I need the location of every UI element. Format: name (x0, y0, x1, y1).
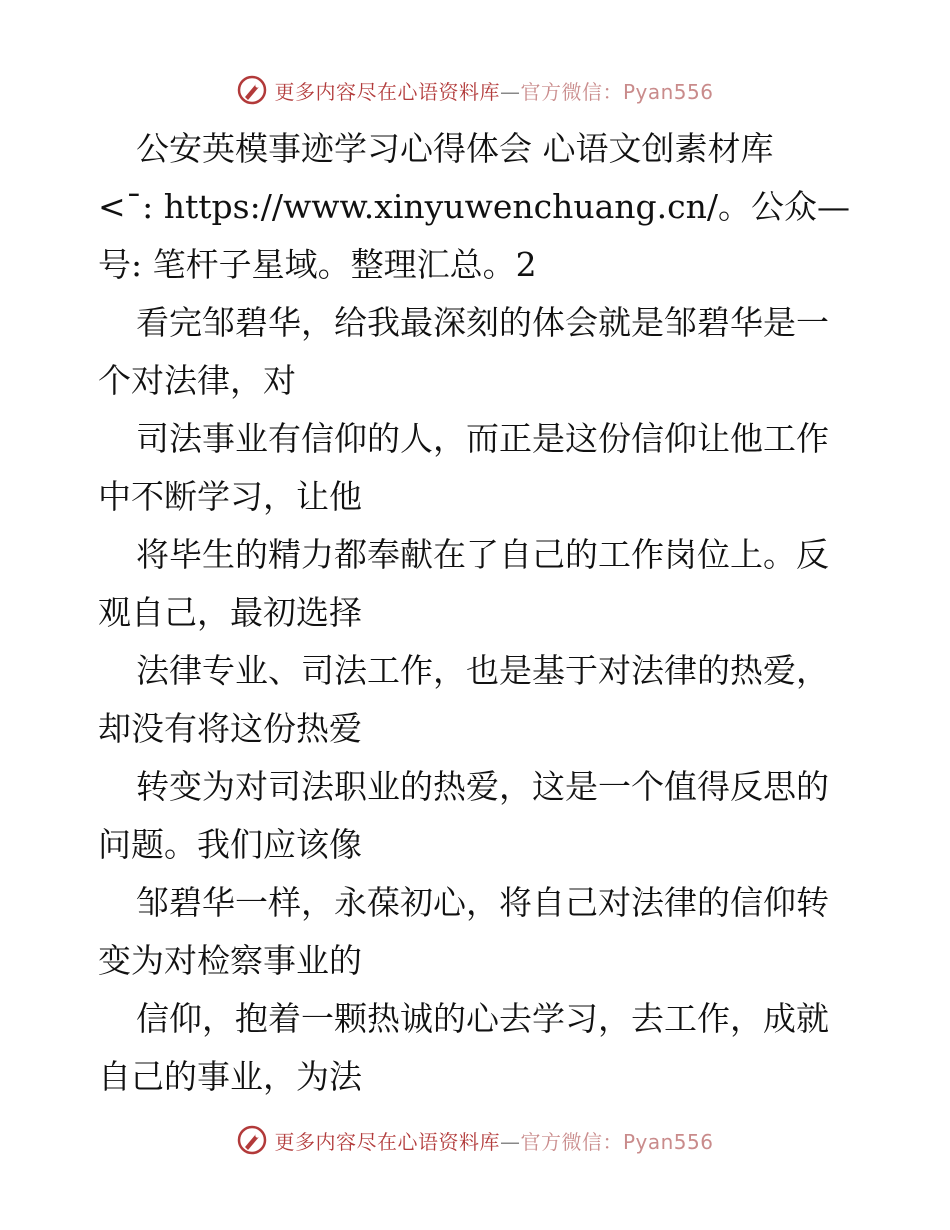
text-line: 转变为对司法职业的热爱，这是一个值得反思的 (136, 767, 829, 806)
banner-dash: — (499, 79, 521, 104)
header-banner (0, 70, 950, 110)
text-line: 邹碧华一样，永葆初心，将自己对法律的信仰转 (136, 883, 829, 922)
text-line: 信仰，抱着一颗热诚的心去学习，去工作，成就 (136, 999, 829, 1038)
text-line: 法律专业、司法工作，也是基于对法律的热爱， (136, 651, 829, 690)
pen-seal-logo-icon (236, 74, 268, 106)
text-line: 将毕生的精力都奉献在了自己的工作岗位上。反 (136, 535, 829, 574)
footer-banner (0, 1120, 950, 1160)
text-line: 自己的事业，为法 (98, 1057, 362, 1096)
pen-seal-logo-icon (236, 1124, 268, 1156)
document-body (98, 120, 858, 1106)
text-line: 看完邹碧华，给我最深刻的体会就是邹碧华是一 (136, 303, 829, 342)
banner-wechat-text: 官方微信：Pyan556 (520, 79, 714, 104)
text-line: 个对法律，对 (98, 361, 296, 400)
text-line: 中不断学习，让他 (98, 477, 362, 516)
banner-dash: — (499, 1129, 521, 1154)
banner-text (274, 76, 713, 105)
text-line: 却没有将这份热爱 (98, 709, 362, 748)
text-line: 变为对检察事业的 (98, 941, 362, 980)
text-line: 问题。我们应该像 (98, 825, 362, 864)
text-line: 司法事业有信仰的人，而正是这份信仰让他工作 (136, 419, 829, 458)
text-line: <¯: https://www.xinyuwenchuang.cn/。公众— (98, 187, 850, 226)
banner-wechat-text: 官方微信：Pyan556 (520, 1129, 714, 1154)
text-line: 号: 笔杆子星域。整理汇总。2 (98, 245, 537, 284)
banner-main-text: 更多内容尽在心语资料库 (274, 79, 500, 104)
banner-main-text: 更多内容尽在心语资料库 (274, 1129, 500, 1154)
text-line: 观自己，最初选择 (98, 593, 362, 632)
text-line: 公安英模事迹学习心得体会 心语文创素材库 (136, 129, 774, 168)
banner-text (274, 1126, 713, 1155)
